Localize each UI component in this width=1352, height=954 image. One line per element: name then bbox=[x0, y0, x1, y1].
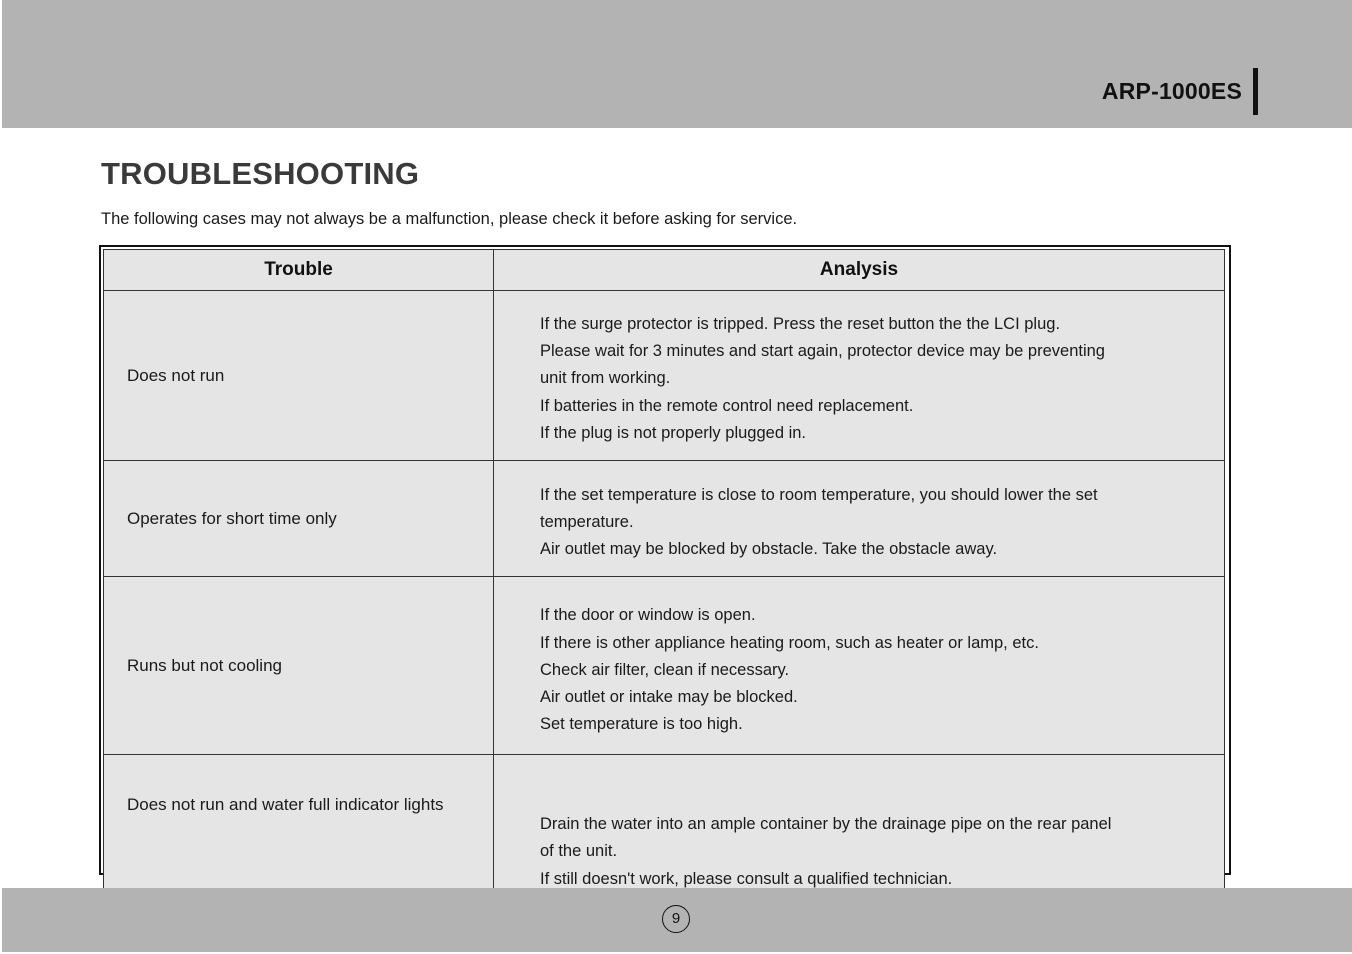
analysis-line: Air outlet may be blocked by obstacle. Take the obstacle away. bbox=[540, 540, 998, 559]
troubleshooting-table bbox=[103, 249, 1225, 941]
analysis-cell bbox=[494, 577, 1225, 755]
analysis-cell bbox=[494, 461, 1225, 577]
page-number: 9 bbox=[662, 905, 690, 933]
analysis-line: unit from working. bbox=[540, 369, 671, 388]
trouble-cell: Operates for short time only bbox=[104, 461, 494, 577]
model-name: ARP-1000ES bbox=[1101, 78, 1242, 104]
analysis-line: If the door or window is open. bbox=[540, 606, 756, 625]
analysis-line: If there is other appliance heating room, such as heater or lamp, etc. bbox=[540, 633, 1039, 652]
analysis-line: Set temperature is too high. bbox=[540, 715, 743, 734]
table-row bbox=[104, 577, 1225, 755]
analysis-line: If the plug is not properly plugged in. bbox=[540, 423, 807, 442]
table-header-row bbox=[104, 250, 1225, 291]
analysis-line: Drain the water into an ample container by the drainage pipe on the rear panel bbox=[540, 815, 1112, 834]
analysis-line: If still doesn't work, please consult a qualified technician. bbox=[540, 869, 953, 888]
column-header-analysis: Analysis bbox=[494, 250, 1225, 291]
analysis-line: Please wait for 3 minutes and start again, protector device may be preventing bbox=[540, 342, 1105, 361]
troubleshooting-table-frame bbox=[99, 245, 1231, 888]
analysis-line: of the unit. bbox=[540, 842, 618, 861]
analysis-cell bbox=[494, 291, 1225, 461]
trouble-cell: Does not run bbox=[104, 291, 494, 461]
analysis-line: Air outlet or intake may be blocked. bbox=[540, 688, 798, 707]
header-band bbox=[2, 0, 1352, 128]
analysis-line: If the set temperature is close to room temperature, you should lower the set bbox=[540, 485, 1098, 504]
analysis-line: temperature. bbox=[540, 512, 634, 531]
table-row bbox=[104, 461, 1225, 577]
column-header-trouble: Trouble bbox=[104, 250, 494, 291]
header-divider-bar bbox=[1253, 68, 1258, 115]
analysis-line: If the surge protector is tripped. Press the reset button the the LCI plug. bbox=[540, 314, 1061, 333]
table-row bbox=[104, 291, 1225, 461]
analysis-line: Check air filter, clean if necessary. bbox=[540, 660, 790, 679]
analysis-line: If batteries in the remote control need replacement. bbox=[540, 396, 914, 415]
trouble-cell: Does not run and water full indicator lights bbox=[104, 755, 494, 941]
intro-text: The following cases may not always be a malfunction, please check it before asking for service. bbox=[101, 210, 798, 228]
trouble-cell: Runs but not cooling bbox=[104, 577, 494, 755]
page-title: TROUBLESHOOTING bbox=[101, 156, 420, 191]
